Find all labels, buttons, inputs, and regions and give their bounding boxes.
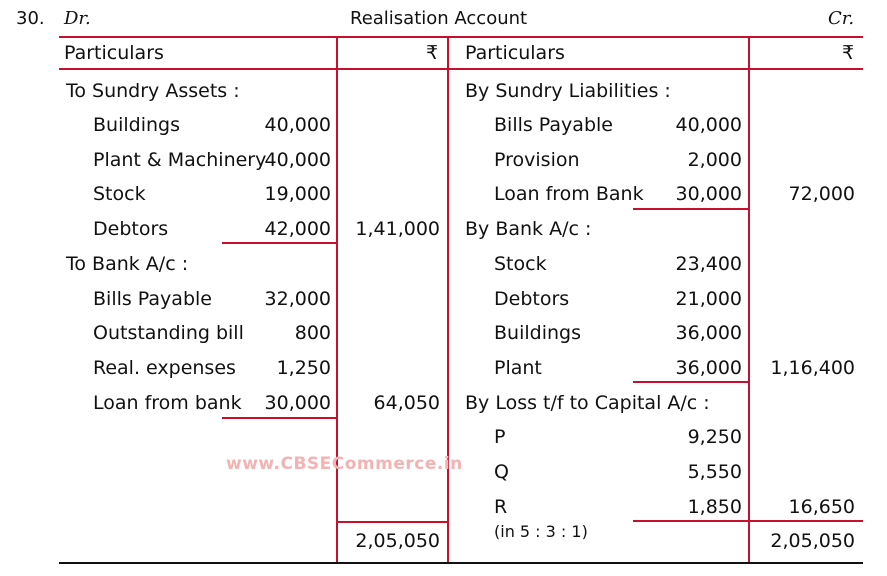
credit-partner-label: P <box>494 426 506 448</box>
right-amount-divider <box>748 36 750 564</box>
credit-partner-value: 5,550 <box>687 461 742 483</box>
subtotal-rule <box>222 417 336 419</box>
credit-bank-value: 36,000 <box>675 322 742 344</box>
center-divider <box>447 36 449 564</box>
debit-asset-label: Stock <box>93 183 146 205</box>
credit-liability-label: Provision <box>494 149 580 171</box>
subtotal-rule <box>633 381 748 383</box>
watermark: www.CBSECommerce.in <box>226 454 463 474</box>
debit-total-top-rule <box>338 521 447 523</box>
credit-liability-value: 2,000 <box>687 149 742 171</box>
credit-bank-value: 23,400 <box>675 253 742 275</box>
debit-bank-value: 800 <box>294 322 331 344</box>
debit-asset-label: Plant & Machinery <box>93 149 267 171</box>
loss-ratio-note: (in 5 : 3 : 1) <box>494 522 588 541</box>
credit-bank-value: 21,000 <box>675 288 742 310</box>
credit-partner-label: Q <box>494 461 509 483</box>
table-top-rule <box>59 36 863 38</box>
credit-grand-total: 2,05,050 <box>770 530 855 552</box>
credit-liability-label: Loan from Bank <box>494 183 644 205</box>
debit-label: Dr. <box>64 8 91 29</box>
right-particulars-header: Particulars <box>465 42 565 64</box>
left-particulars-header: Particulars <box>64 42 164 64</box>
debit-asset-label: Buildings <box>93 114 180 136</box>
debit-asset-value: 19,000 <box>264 183 331 205</box>
credit-bank-label: Stock <box>494 253 547 275</box>
subtotal-rule <box>633 208 748 210</box>
credit-bank-total: 1,16,400 <box>770 357 855 379</box>
account-title: Realisation Account <box>350 8 528 29</box>
credit-bank-label: Buildings <box>494 322 581 344</box>
credit-liability-value: 30,000 <box>675 183 742 205</box>
left-amount-divider <box>336 36 338 564</box>
debit-bank-label: Real. expenses <box>93 357 236 379</box>
debit-bank-label: Outstanding bill <box>93 322 244 344</box>
table-bottom-rule <box>59 562 863 564</box>
debit-bank-label: Loan from bank <box>93 392 242 414</box>
subtotal-rule <box>222 242 336 244</box>
subtotal-rule <box>633 520 863 522</box>
debit-bank-label: Bills Payable <box>93 288 212 310</box>
question-number: 30. <box>16 8 45 29</box>
debit-sundry-assets-heading: To Sundry Assets : <box>66 80 240 102</box>
debit-bank-value: 30,000 <box>264 392 331 414</box>
credit-bank-heading: By Bank A/c : <box>465 218 592 240</box>
credit-bank-value: 36,000 <box>675 357 742 379</box>
credit-loss-total: 16,650 <box>788 496 855 518</box>
debit-grand-total: 2,05,050 <box>355 530 440 552</box>
credit-partner-value: 9,250 <box>687 426 742 448</box>
credit-partner-value: 1,850 <box>687 496 742 518</box>
debit-bank-value: 1,250 <box>276 357 331 379</box>
debit-asset-value: 42,000 <box>264 218 331 240</box>
debit-asset-label: Debtors <box>93 218 169 240</box>
credit-liability-value: 40,000 <box>675 114 742 136</box>
debit-bank-total: 64,050 <box>373 392 440 414</box>
debit-bank-value: 32,000 <box>264 288 331 310</box>
credit-loss-heading: By Loss t/f to Capital A/c : <box>465 392 710 414</box>
debit-bank-heading: To Bank A/c : <box>66 253 189 275</box>
credit-liability-label: Bills Payable <box>494 114 613 136</box>
debit-asset-value: 40,000 <box>264 149 331 171</box>
left-rupee-header: ₹ <box>426 42 439 64</box>
credit-bank-label: Plant <box>494 357 542 379</box>
credit-partner-label: R <box>494 496 508 518</box>
column-header-rule <box>59 68 863 70</box>
credit-sundry-liabilities-total: 72,000 <box>788 183 855 205</box>
right-rupee-header: ₹ <box>842 42 855 64</box>
debit-sundry-assets-total: 1,41,000 <box>355 218 440 240</box>
credit-bank-label: Debtors <box>494 288 570 310</box>
credit-label: Cr. <box>828 8 855 29</box>
debit-asset-value: 40,000 <box>264 114 331 136</box>
credit-sundry-liabilities-heading: By Sundry Liabilities : <box>465 80 671 102</box>
